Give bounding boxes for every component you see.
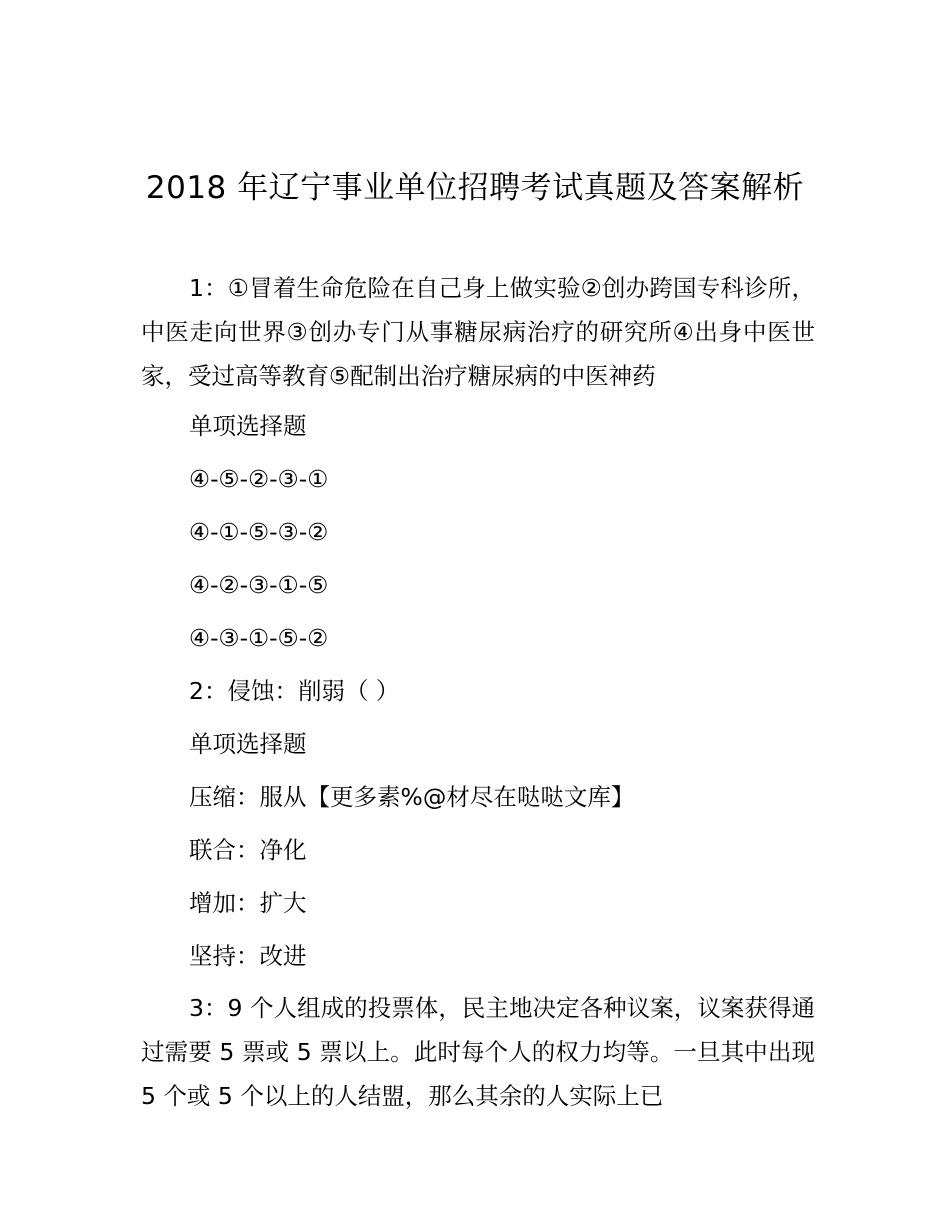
- question-3-stem: 3：9 个人组成的投票体，民主地决定各种议案，议案获得通过需要 5 票或 5 票以上。此时每个人的权力均等。一旦其中出现 5 个或 5 个以上的人结盟，那么其余的人实际上已: [141, 994, 815, 1110]
- document-title: 2018 年辽宁事业单位招聘考试真题及答案解析: [145, 170, 805, 206]
- question-2-type: 单项选择题: [189, 730, 307, 758]
- question-1-stem: 1：①冒着生命危险在自己身上做实验②创办跨国专科诊所，中医走向世界③创办专门从事糖尿病治疗的研究所④出身中医世家，受过高等教育⑤配制出治疗糖尿病的中医神药: [141, 274, 815, 390]
- question-1-option-b: ④-①-⑤-③-②: [189, 518, 329, 546]
- question-1-option-c: ④-②-③-①-⑤: [189, 571, 329, 599]
- question-1-type: 单项选择题: [189, 412, 307, 440]
- question-2-option-d: 坚持：改进: [189, 942, 307, 970]
- question-2-option-a: 压缩：服从【更多素%@材尽在哒哒文库】: [189, 783, 635, 811]
- question-1-option-d: ④-③-①-⑤-②: [189, 624, 329, 652]
- question-2-option-b: 联合：净化: [189, 836, 307, 864]
- question-2-stem: 2：侵蚀：削弱（ ）: [189, 677, 400, 705]
- question-2-option-c: 增加：扩大: [189, 889, 307, 917]
- question-1-option-a: ④-⑤-②-③-①: [189, 465, 329, 493]
